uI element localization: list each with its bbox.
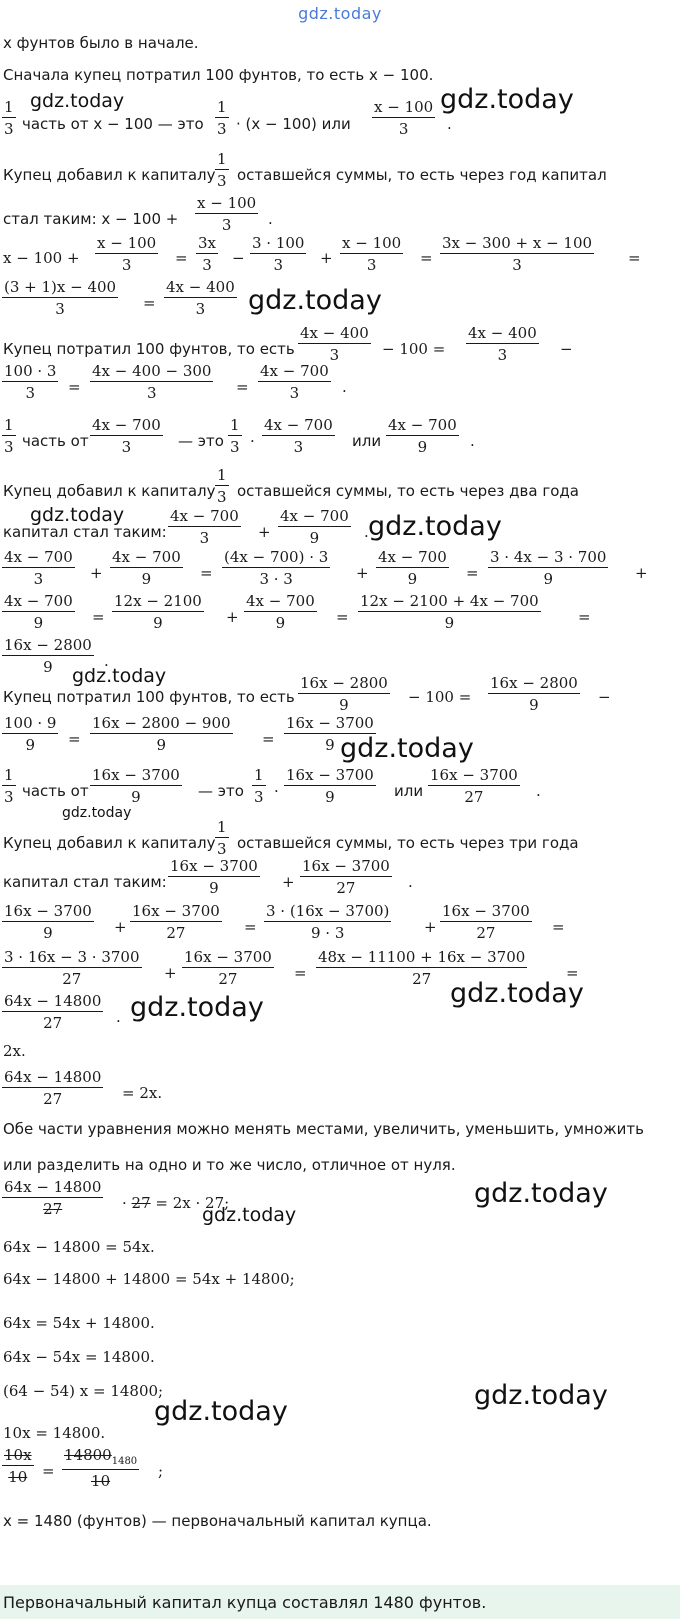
math-line: · 27 = 2x · 27; bbox=[122, 1194, 230, 1212]
watermark: gdz.today bbox=[474, 1380, 608, 1411]
watermark: gdz.today bbox=[154, 1396, 288, 1427]
math-line: + bbox=[320, 249, 333, 267]
math-line: = bbox=[552, 918, 565, 936]
math-line: + bbox=[282, 873, 295, 891]
answer-box bbox=[0, 1585, 680, 1619]
math-line: = bbox=[175, 249, 188, 267]
fraction: $\frac{1}{3}$ bbox=[217, 466, 227, 506]
math-line: + bbox=[114, 918, 127, 936]
math-line: · bbox=[274, 782, 279, 800]
math-line: 64x − 54x = 14800. bbox=[3, 1348, 155, 1366]
fraction: $\frac{64x - 14800}{27}$ bbox=[4, 1068, 102, 1108]
watermark: gdz.today bbox=[72, 665, 167, 687]
site-header-link[interactable]: gdz.today bbox=[298, 4, 382, 23]
fraction: $\frac{(4x - 700) \cdot 3}{3 \cdot 3}$ bbox=[224, 548, 329, 588]
fraction: $\frac{1}{3}$ bbox=[230, 416, 240, 456]
fraction: $\frac{16x - 3700}{27}$ bbox=[430, 766, 518, 806]
text-line: или bbox=[394, 782, 424, 800]
text-line: Купец добавил к капиталу bbox=[3, 834, 216, 852]
math-line: = bbox=[68, 730, 81, 748]
text-line: Купец добавил к капиталу bbox=[3, 166, 216, 184]
watermark: gdz.today bbox=[130, 992, 264, 1023]
math-line: − 100 = bbox=[382, 340, 446, 358]
watermark: gdz.today bbox=[30, 90, 125, 112]
math-line: − bbox=[598, 688, 611, 706]
math-line: = bbox=[420, 249, 433, 267]
fraction: $\frac{3x}{3}$ bbox=[198, 234, 217, 274]
text-line: часть от x − 100 — это bbox=[22, 115, 204, 133]
text-line: . bbox=[447, 115, 452, 133]
math-line: − 100 = bbox=[408, 688, 472, 706]
fraction: $\frac{1}{3}$ bbox=[4, 416, 14, 456]
text-line: Купец потратил 100 фунтов, то есть bbox=[3, 340, 295, 358]
fraction: $\frac{12x - 2100 + 4x - 700}{9}$ bbox=[360, 592, 539, 632]
fraction: $\frac{x - 100}{3}$ bbox=[374, 98, 434, 138]
math-line: − bbox=[560, 340, 573, 358]
math-line: = bbox=[466, 564, 479, 582]
math-line: + bbox=[164, 964, 177, 982]
math-line: = bbox=[68, 378, 81, 396]
watermark: gdz.today bbox=[30, 504, 125, 526]
math-line: = bbox=[336, 608, 349, 626]
math-line: 64x − 14800 + 14800 = 54x + 14800; bbox=[3, 1270, 295, 1288]
math-line: x − 100 + bbox=[3, 249, 80, 267]
fraction: $\frac{3 \cdot 100}{3}$ bbox=[252, 234, 305, 274]
math-line: . bbox=[408, 873, 413, 891]
fraction: $\frac{16x - 3700}{27}$ bbox=[442, 902, 530, 942]
watermark: gdz.today bbox=[62, 805, 132, 821]
math-line: ; bbox=[158, 1462, 164, 1480]
fraction: $\frac{16x - 3700}{9}$ bbox=[92, 766, 180, 806]
fraction: $\frac{14800_{1480}}{10}$ bbox=[64, 1446, 138, 1490]
text-line: · (x − 100) или bbox=[236, 115, 351, 133]
fraction: $\frac{4x - 700}{3}$ bbox=[4, 548, 73, 588]
math-line: . bbox=[470, 432, 475, 450]
watermark: gdz.today bbox=[474, 1178, 608, 1209]
math-line: · bbox=[250, 432, 255, 450]
fraction: $\frac{(3 + 1)x - 400}{3}$ bbox=[4, 278, 117, 318]
math-line: 2x. bbox=[3, 1042, 26, 1060]
fraction: $\frac{1}{3}$ bbox=[4, 766, 14, 806]
fraction: $\frac{4x - 700}{9}$ bbox=[378, 548, 447, 588]
watermark: gdz.today bbox=[202, 1204, 297, 1226]
text-line: Обе части уравнения можно менять местами, увеличить, уменьшить, умножить bbox=[3, 1120, 644, 1138]
fraction: $\frac{16x - 3700}{9}$ bbox=[4, 902, 92, 942]
text-line: стал таким: x − 100 + bbox=[3, 210, 179, 228]
watermark: gdz.today bbox=[440, 84, 574, 115]
fraction: $\frac{12x - 2100}{9}$ bbox=[114, 592, 202, 632]
fraction: $\frac{16x - 2800 - 900}{9}$ bbox=[92, 714, 231, 754]
fraction: $\frac{16x - 3700}{27}$ bbox=[184, 948, 272, 988]
text-line: часть от bbox=[22, 432, 89, 450]
text-line: . bbox=[268, 210, 273, 228]
watermark: gdz.today bbox=[368, 511, 502, 542]
math-line: = bbox=[294, 964, 307, 982]
text-line: капитал стал таким: bbox=[3, 523, 167, 541]
math-line: . bbox=[536, 782, 541, 800]
math-line: = bbox=[42, 1462, 55, 1480]
math-line: = bbox=[236, 378, 249, 396]
math-line: = bbox=[578, 608, 591, 626]
fraction: $\frac{16x - 2800}{9}$ bbox=[4, 636, 92, 676]
fraction: $\frac{1}{3}$ bbox=[254, 766, 264, 806]
fraction: $\frac{4x - 700}{3}$ bbox=[170, 507, 239, 547]
math-line: = 2x. bbox=[122, 1084, 163, 1102]
watermark: gdz.today bbox=[340, 733, 474, 764]
math-line: = bbox=[628, 249, 641, 267]
fraction: $\frac{64x - 14800}{27}$ bbox=[4, 992, 102, 1032]
math-line: (64 − 54) x = 14800; bbox=[3, 1382, 164, 1400]
fraction: $\frac{4x - 700}{9}$ bbox=[388, 416, 457, 456]
text-line: или разделить на одно и то же число, отличное от нуля. bbox=[3, 1156, 456, 1174]
math-line: = bbox=[566, 964, 579, 982]
math-line: . bbox=[342, 378, 347, 396]
fraction: $\frac{100 \cdot 3}{3}$ bbox=[4, 362, 57, 402]
text-line: — это bbox=[198, 782, 244, 800]
text-line: Сначала купец потратил 100 фунтов, то есть x − 100. bbox=[3, 66, 434, 84]
math-line: . bbox=[104, 652, 109, 670]
text-line: оставшейся суммы, то есть через три года bbox=[237, 834, 579, 852]
math-line: . bbox=[116, 1008, 121, 1026]
fraction: $\frac{3 \cdot (16x - 3700)}{9 \cdot 3}$ bbox=[266, 902, 390, 942]
watermark: gdz.today bbox=[248, 285, 382, 316]
fraction: $\frac{4x - 400}{3}$ bbox=[300, 324, 369, 364]
fraction: $\frac{4x - 400 - 300}{3}$ bbox=[92, 362, 212, 402]
fraction: $\frac{3x - 300 + x - 100}{3}$ bbox=[442, 234, 593, 274]
fraction: $\frac{16x - 2800}{9}$ bbox=[300, 674, 388, 714]
fraction: $\frac{1}{3}$ bbox=[217, 150, 227, 190]
fraction: $\frac{16x - 3700}{9}$ bbox=[170, 857, 258, 897]
answer-text: Первоначальный капитал купца составлял 1480 фунтов. bbox=[3, 1593, 487, 1612]
fraction: $\frac{4x - 400}{3}$ bbox=[468, 324, 537, 364]
fraction: $\frac{4x - 700}{9}$ bbox=[246, 592, 315, 632]
fraction: $\frac{48x - 11100 + 16x - 3700}{27}$ bbox=[318, 948, 526, 988]
math-line: − bbox=[232, 249, 245, 267]
fraction: $\frac{4x - 700}{9}$ bbox=[112, 548, 181, 588]
math-line: + bbox=[356, 564, 369, 582]
fraction: $\frac{4x - 700}{9}$ bbox=[4, 592, 73, 632]
text-line: оставшейся суммы, то есть через два года bbox=[237, 482, 579, 500]
fraction: $\frac{16x - 3700}{9}$ bbox=[286, 766, 374, 806]
text-line: x = 1480 (фунтов) — первоначальный капитал купца. bbox=[3, 1512, 432, 1530]
text-line: капитал стал таким: bbox=[3, 873, 167, 891]
text-line: x фунтов было в начале. bbox=[3, 34, 199, 52]
fraction: $\frac{16x - 3700}{27}$ bbox=[132, 902, 220, 942]
math-line: + bbox=[424, 918, 437, 936]
math-line: + bbox=[226, 608, 239, 626]
math-line: + bbox=[635, 564, 648, 582]
fraction: $\frac{4x - 400}{3}$ bbox=[166, 278, 235, 318]
fraction: $\frac{4x - 700}{3}$ bbox=[92, 416, 161, 456]
fraction: $\frac{100 \cdot 9}{9}$ bbox=[4, 714, 57, 754]
fraction: $\frac{16x - 3700}{27}$ bbox=[302, 857, 390, 897]
math-line: = bbox=[200, 564, 213, 582]
fraction: $\frac{4x - 700}{9}$ bbox=[280, 507, 349, 547]
fraction: $\frac{x - 100}{3}$ bbox=[342, 234, 402, 274]
text-line: Купец потратил 100 фунтов, то есть bbox=[3, 688, 295, 706]
text-line: или bbox=[352, 432, 382, 450]
math-line: = bbox=[143, 294, 156, 312]
fraction: $\frac{1}{3}$ bbox=[217, 98, 227, 138]
math-line: + bbox=[90, 564, 103, 582]
fraction: $\frac{3 \cdot 16x - 3 \cdot 3700}{27}$ bbox=[4, 948, 140, 988]
fraction: $\frac{16x - 2800}{9}$ bbox=[490, 674, 578, 714]
fraction: $\frac{10x}{10}$ bbox=[4, 1446, 32, 1486]
fraction: $\frac{4x - 700}{3}$ bbox=[264, 416, 333, 456]
math-line: = bbox=[262, 730, 275, 748]
fraction: $\frac{x - 100}{3}$ bbox=[97, 234, 157, 274]
text-line: часть от bbox=[22, 782, 89, 800]
fraction: $\frac{1}{3}$ bbox=[217, 818, 227, 858]
fraction: $\frac{x - 100}{3}$ bbox=[197, 194, 257, 234]
math-line: = bbox=[244, 918, 257, 936]
fraction: $\frac{3 \cdot 4x - 3 \cdot 700}{9}$ bbox=[490, 548, 607, 588]
math-line: 64x − 14800 = 54x. bbox=[3, 1238, 155, 1256]
watermark: gdz.today bbox=[450, 978, 584, 1009]
fraction: $\frac{64x - 14800}{27}$ bbox=[4, 1178, 102, 1218]
math-line: 64x = 54x + 14800. bbox=[3, 1314, 155, 1332]
math-line: 10x = 14800. bbox=[3, 1424, 106, 1442]
fraction: $\frac{4x - 700}{3}$ bbox=[260, 362, 329, 402]
fraction: $\frac{16x - 3700}{9}$ bbox=[286, 714, 374, 754]
fraction: $\frac{1}{3}$ bbox=[4, 98, 14, 138]
math-line: + bbox=[258, 523, 271, 541]
math-line: = bbox=[92, 608, 105, 626]
text-line: Купец добавил к капиталу bbox=[3, 482, 216, 500]
text-line: — это bbox=[178, 432, 224, 450]
math-line: . bbox=[364, 523, 369, 541]
text-line: оставшейся суммы, то есть через год капитал bbox=[237, 166, 607, 184]
